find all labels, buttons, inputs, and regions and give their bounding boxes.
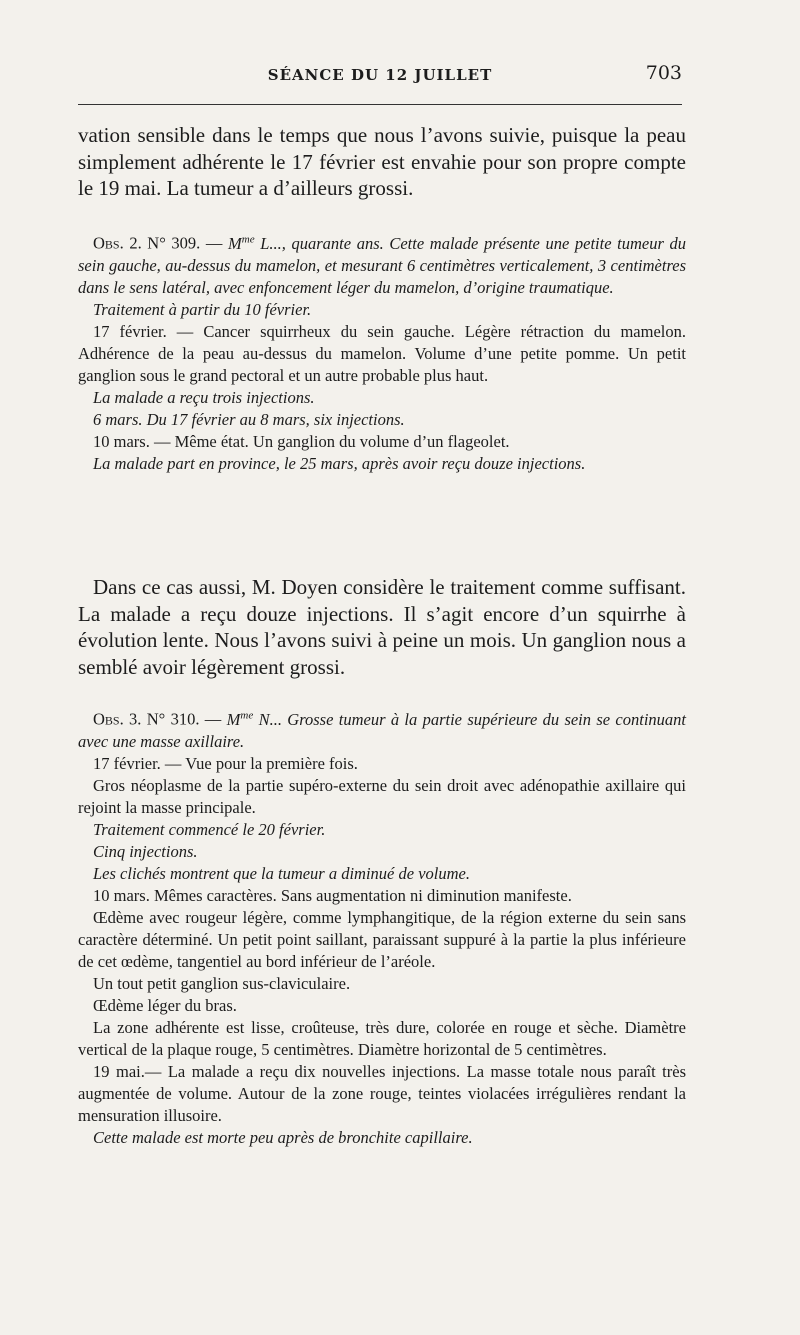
obs2-entry: 6 mars. Du 17 février au 8 mars, six injections. (93, 409, 405, 429)
obs3-entry: 19 mai.— La malade a reçu dix nouvelles injections. La masse totale nous paraît très augmentée de volume. Autour de la zone rouge, teintes violacées irrégulières rendant la mensuration illusoire. (78, 1061, 686, 1125)
observation-2-entries (78, 299, 686, 475)
obs2-entry: Traitement à partir du 10 février. (93, 299, 312, 319)
observation-2-description: L..., quarante ans. Cette malade présente une petite tumeur du sein gauche, au-dessus du mamelon, et mesurant 6 centimètres verticalement, 3 centimètres dans le sens latéral, avec enfoncement léger du mamelon, d’origine traumatique. (78, 233, 687, 297)
observation-2-title-sup: me (241, 233, 255, 245)
observation-3-label: Obs. 3. N° 310. — (93, 709, 222, 729)
paragraph-1-text: vation sensible dans le temps que nous l’avons suivie, puisque la peau simplement adhérente le 17 février est envahie pour son propre compte le 19 mai. La tumeur a d’ailleurs grossi. (78, 123, 686, 200)
obs2-entry: La malade a reçu trois injections. (93, 387, 315, 407)
obs3-entry: Gros néoplasme de la partie supéro-externe du sein droit avec adénopathie axillaire qui rejoint la masse principale. (78, 775, 686, 817)
obs2-entry: 10 mars. — Même état. Un ganglion du volume d’un flageolet. (93, 431, 510, 451)
obs3-entry: La zone adhérente est lisse, croûteuse, très dure, colorée en rouge et sèche. Diamètre vertical de la plaque rouge, 5 centimètres. Diamètre horizontal de 5 centimètres. (78, 1017, 686, 1059)
running-header (78, 62, 682, 92)
obs3-entry: Les clichés montrent que la tumeur a diminué de volume. (93, 863, 470, 883)
obs3-entry: Œdème avec rougeur légère, comme lymphangitique, de la région externe du sein sans caractère déterminé. Un petit point saillant, paraissant suppuré à la partie la plus inférieure de cet œdème, tangentiel au bord inférieur de l’aréole. (78, 907, 686, 971)
obs3-entry: Œdème léger du bras. (93, 995, 237, 1015)
observation-2-label: Obs. 2. N° 309. — (93, 233, 223, 253)
paragraph-2-text: Dans ce cas aussi, M. Doyen considère le traitement comme suffisant. La malade a reçu douze injections. Il s’agit encore d’un squirrhe à évolution lente. Nous l’avons suivi à peine un mois. Un ganglion nous a semblé avoir légèrement grossi. (78, 575, 686, 679)
obs3-entry: Cinq injections. (93, 841, 198, 861)
observation-3-entries (78, 753, 686, 1149)
observation-2-intro (78, 228, 686, 299)
obs2-entry: 17 février. — Cancer squirrheux du sein gauche. Légère rétraction du mamelon. Adhérence de la peau au-dessus du mamelon. Volume d’une petite pomme. Un petit ganglion sous le grand pectoral et un autre probable plus haut. (78, 321, 686, 385)
observation-2-title: M (228, 233, 242, 253)
obs3-entry: Un tout petit ganglion sus-claviculaire. (93, 973, 351, 993)
obs3-entry: 10 mars. Mêmes caractères. Sans augmentation ni diminution manifeste. (93, 885, 572, 905)
obs3-entry: Traitement commencé le 20 février. (93, 819, 326, 839)
observation-3-title: M (226, 709, 241, 729)
header-title: SÉANCE DU 12 JUILLET (267, 66, 493, 84)
header-rule (78, 104, 682, 105)
obs3-entry: 17 février. — Vue pour la première fois. (93, 753, 358, 773)
obs3-entry: Cette malade est morte peu après de bronchite capillaire. (93, 1127, 473, 1147)
page-number: 703 (645, 62, 682, 84)
observation-2 (78, 228, 686, 475)
paragraph-2 (78, 574, 686, 680)
observation-3-description: N... Grosse tumeur à la partie supérieure du sein se continuant avec une masse axillaire. (78, 709, 687, 751)
paragraph-1 (78, 122, 686, 202)
observation-3-intro (78, 704, 686, 753)
observation-3-title-sup: me (240, 709, 254, 721)
obs2-entry: La malade part en province, le 25 mars, après avoir reçu douze injections. (93, 453, 586, 473)
observation-3 (78, 704, 686, 1149)
